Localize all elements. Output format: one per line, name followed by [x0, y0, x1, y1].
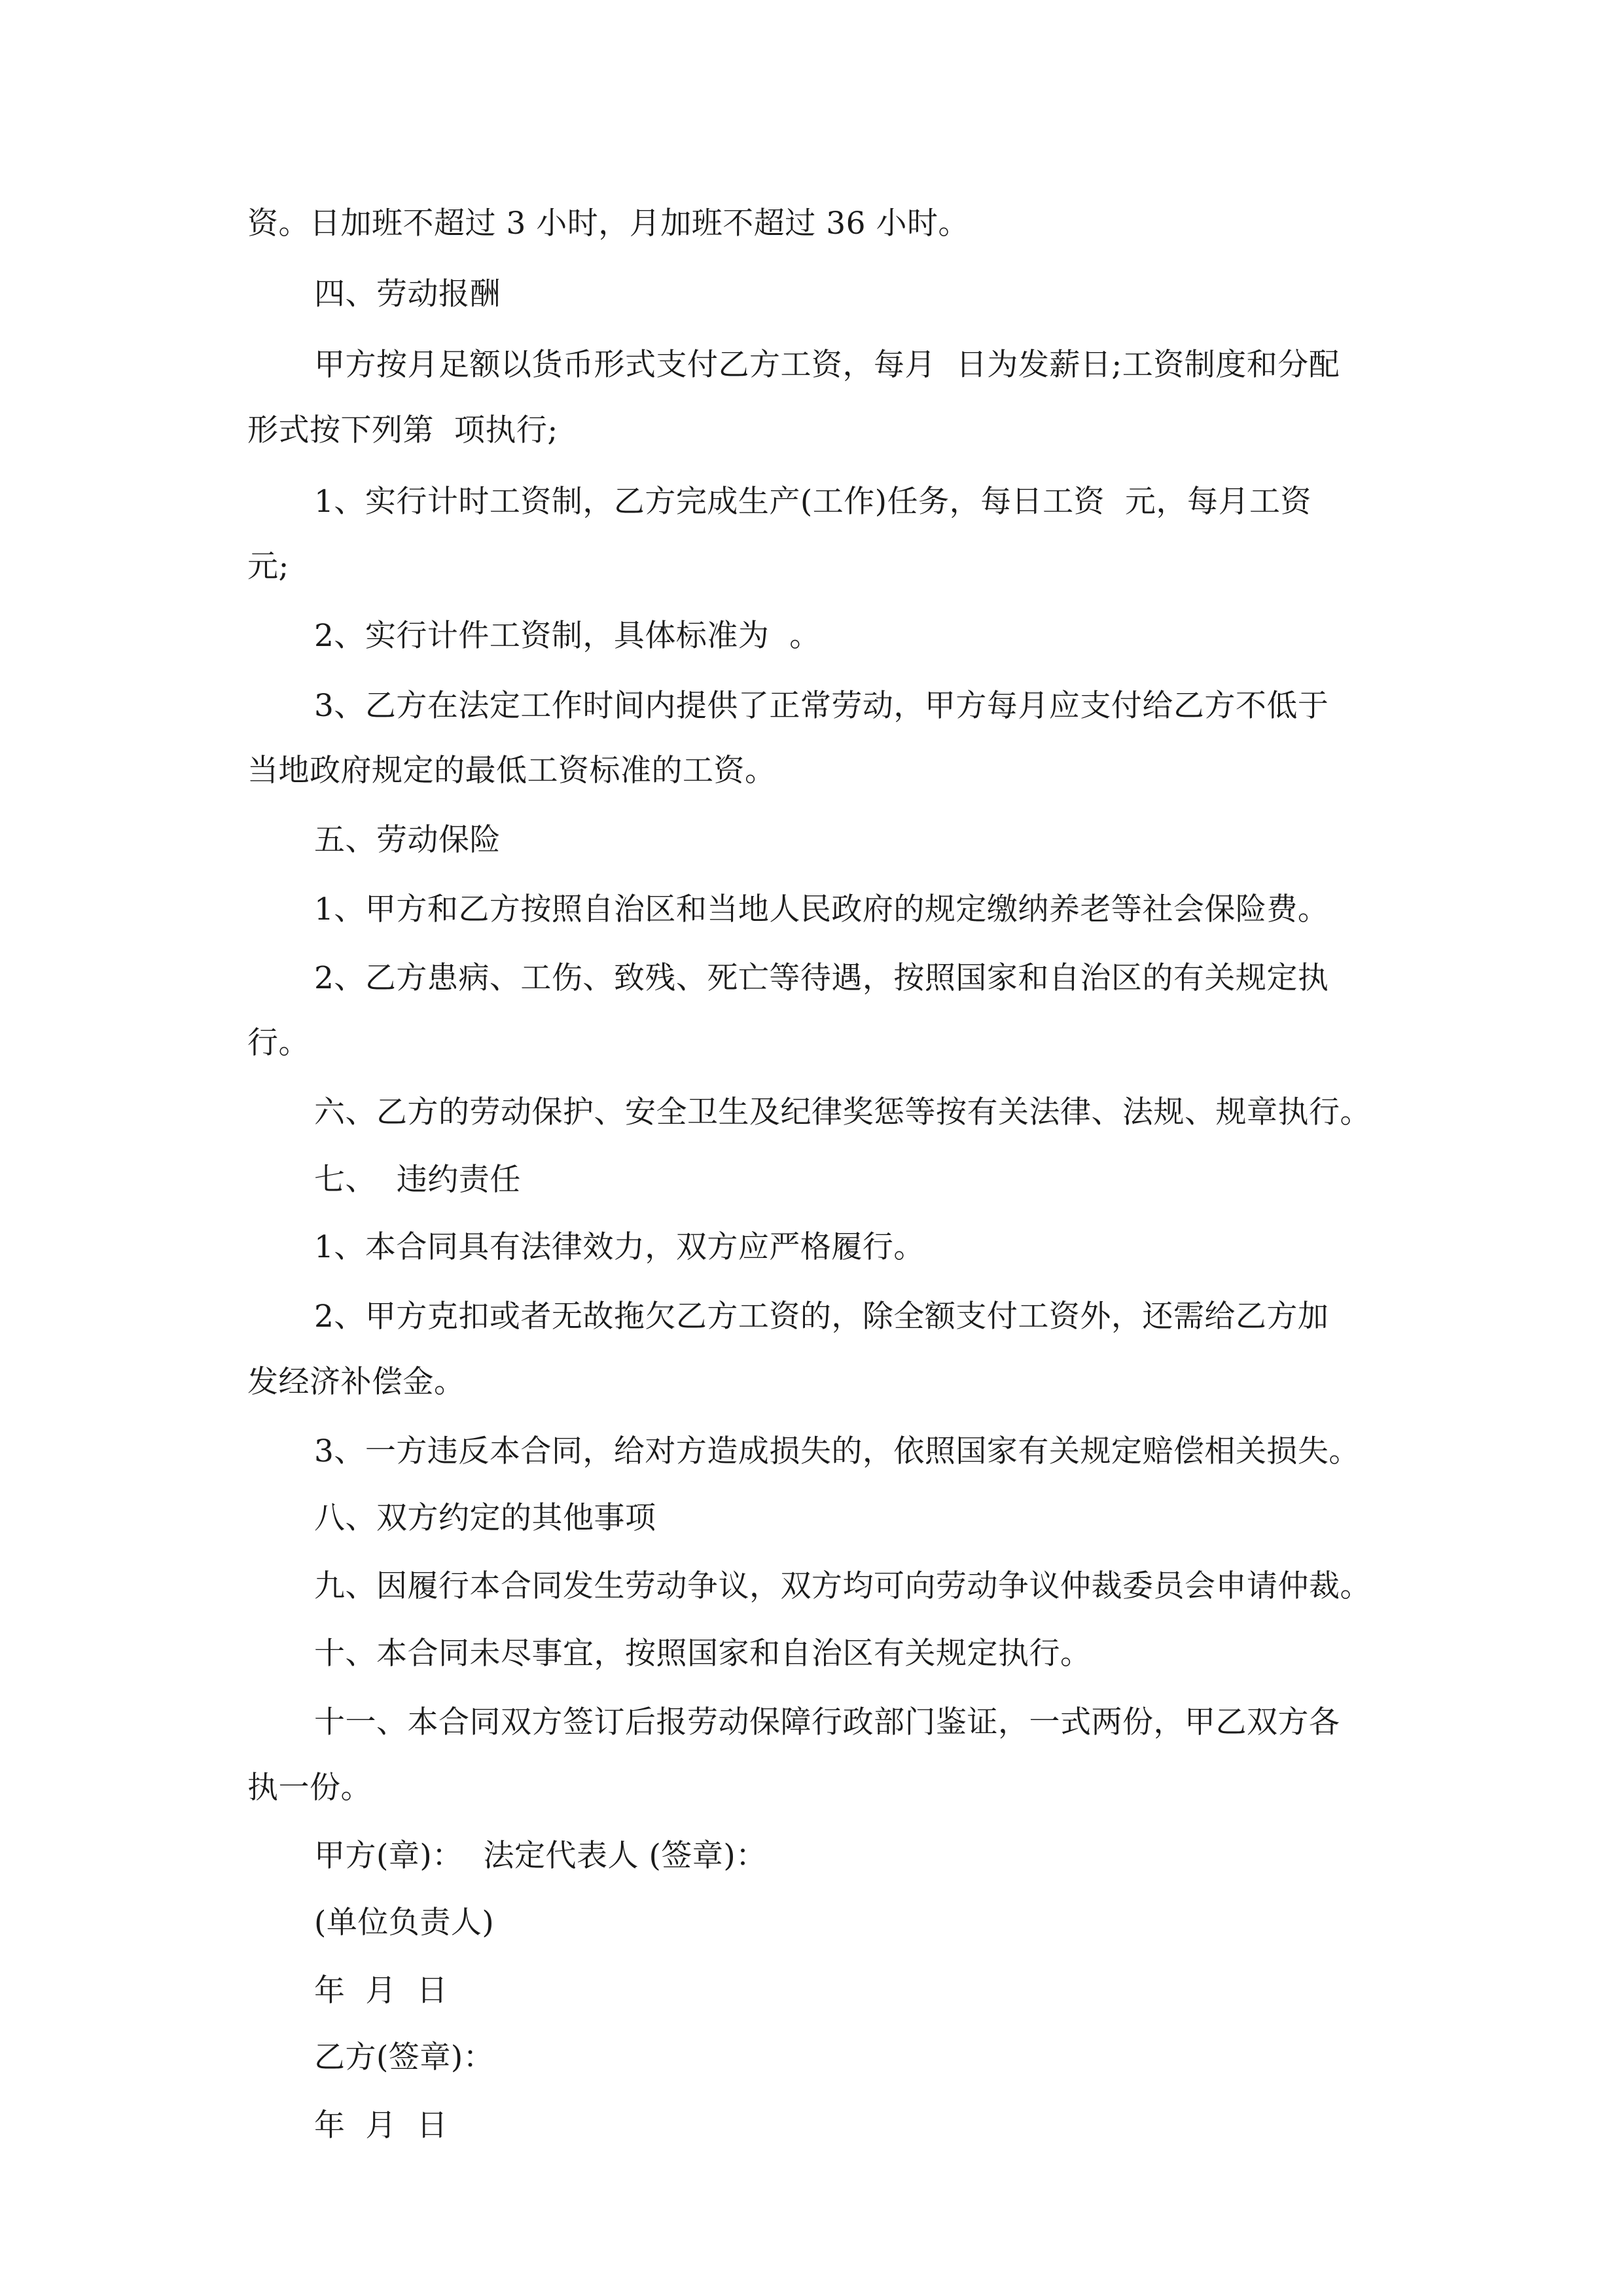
- signature-party-b: 乙方(签章)：: [314, 2039, 495, 2075]
- text-line-wage-payment: 甲方按月足额以货币形式支付乙方工资，每月 日为发薪日;工资制度和分配: [314, 347, 1340, 383]
- section-eleven-verification: 十一、本合同双方签订后报劳动保障行政部门鉴证，一式两份，甲乙双方各: [314, 1704, 1340, 1740]
- section-heading-labor-insurance: 五、劳动保险: [314, 822, 501, 858]
- signature-unit-head: (单位负责人): [314, 1905, 495, 1941]
- clause-time-wage-continued: 元;: [247, 548, 289, 584]
- section-eleven-continued: 执一份。: [247, 1770, 372, 1806]
- clause-illness-injury: 2、乙方患病、工伤、致残、死亡等待遇，按照国家和自治区的有关规定执: [314, 960, 1329, 996]
- clause-wage-arrears: 2、甲方克扣或者无故拖欠乙方工资的，除全额支付工资外，还需给乙方加: [314, 1299, 1329, 1335]
- text-line-wage-payment-continued: 形式按下列第 项执行;: [247, 412, 558, 448]
- clause-minimum-wage: 3、乙方在法定工作时间内提供了正常劳动，甲方每月应支付给乙方不低于: [314, 688, 1329, 724]
- section-six-labor-protection: 六、乙方的劳动保护、安全卫生及纪律奖惩等按有关法律、法规、规章执行。: [314, 1094, 1371, 1130]
- section-nine-dispute-arbitration: 九、因履行本合同发生劳动争议，双方均可向劳动争议仲裁委员会申请仲裁。: [314, 1568, 1371, 1604]
- text-line-overtime-continuation: 资。日加班不超过 3 小时，月加班不超过 36 小时。: [247, 206, 969, 242]
- clause-compensation: 3、一方违反本合同，给对方造成损失的，依照国家有关规定赔偿相关损失。: [314, 1433, 1360, 1469]
- signature-party-a: 甲方(章)： 法定代表人 (签章)：: [314, 1838, 767, 1874]
- clause-legal-effect: 1、本合同具有法律效力，双方应严格履行。: [314, 1229, 925, 1265]
- clause-time-wage: 1、实行计时工资制，乙方完成生产(工作)任务，每日工资 元，每月工资: [314, 484, 1311, 520]
- date-party-b: 年 月 日: [314, 2108, 448, 2144]
- clause-piece-wage: 2、实行计件工资制，具体标准为 。: [314, 618, 821, 654]
- clause-wage-arrears-continued: 发经济补偿金。: [247, 1364, 465, 1400]
- section-ten-unresolved-matters: 十、本合同未尽事宜，按照国家和自治区有关规定执行。: [314, 1636, 1092, 1672]
- date-party-a: 年 月 日: [314, 1973, 448, 2009]
- section-heading-breach-liability: 七、 违约责任: [314, 1162, 521, 1198]
- clause-social-insurance: 1、甲方和乙方按照自治区和当地人民政府的规定缴纳养老等社会保险费。: [314, 891, 1329, 927]
- clause-illness-injury-continued: 行。: [247, 1025, 310, 1061]
- section-eight-other-matters: 八、双方约定的其他事项: [314, 1500, 656, 1536]
- section-heading-labor-remuneration: 四、劳动报酬: [314, 276, 501, 312]
- clause-minimum-wage-continued: 当地政府规定的最低工资标准的工资。: [247, 753, 776, 789]
